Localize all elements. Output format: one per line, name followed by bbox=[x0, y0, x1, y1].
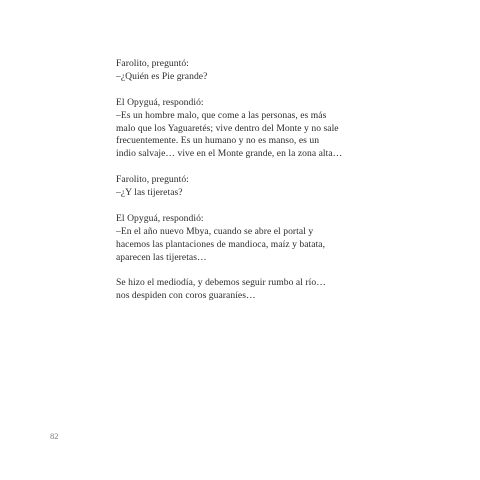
text-line: Farolito, preguntó: bbox=[116, 174, 189, 186]
text-line: indio salvaje… vive en el Monte grande, en la zona alta… bbox=[116, 148, 343, 160]
text-line: aparecen las tijeretas… bbox=[116, 251, 207, 263]
text-line: –¿Quién es Pie grande? bbox=[116, 70, 208, 82]
text-line: –En el año nuevo Mbya, cuando se abre el portal y bbox=[116, 225, 314, 237]
text-line: –¿Y las tijeretas? bbox=[116, 187, 183, 199]
text-line: El Opyguá, respondió: bbox=[116, 212, 204, 224]
text-line: El Opyguá, respondió: bbox=[116, 96, 204, 108]
paragraph-mediodia bbox=[116, 277, 366, 303]
paragraph-answer-tijeretas bbox=[116, 213, 366, 265]
paragraph-answer-pie-grande bbox=[116, 97, 366, 162]
text-line: Farolito, preguntó: bbox=[116, 58, 189, 69]
text-line: Se hizo el mediodía, y debemos seguir rumbo al río… bbox=[116, 277, 326, 289]
paragraph-question-pie-grande bbox=[116, 58, 366, 84]
text-line: –Es un hombre malo, que come a las personas, es más bbox=[116, 109, 327, 121]
text-line: hacemos las plantaciones de mandioca, maíz y batata, bbox=[116, 238, 326, 250]
text-line: frecuentemente. Es un humano y no es manso, es un bbox=[116, 135, 320, 147]
page-number: 82 bbox=[50, 431, 59, 441]
text-line: nos despiden con coros guaraníes… bbox=[116, 290, 256, 302]
paragraph-question-tijeretas bbox=[116, 174, 366, 200]
story-text bbox=[116, 58, 366, 316]
text-line: malo que los Yaguaretés; vive dentro del Monte y no sale bbox=[116, 122, 339, 134]
